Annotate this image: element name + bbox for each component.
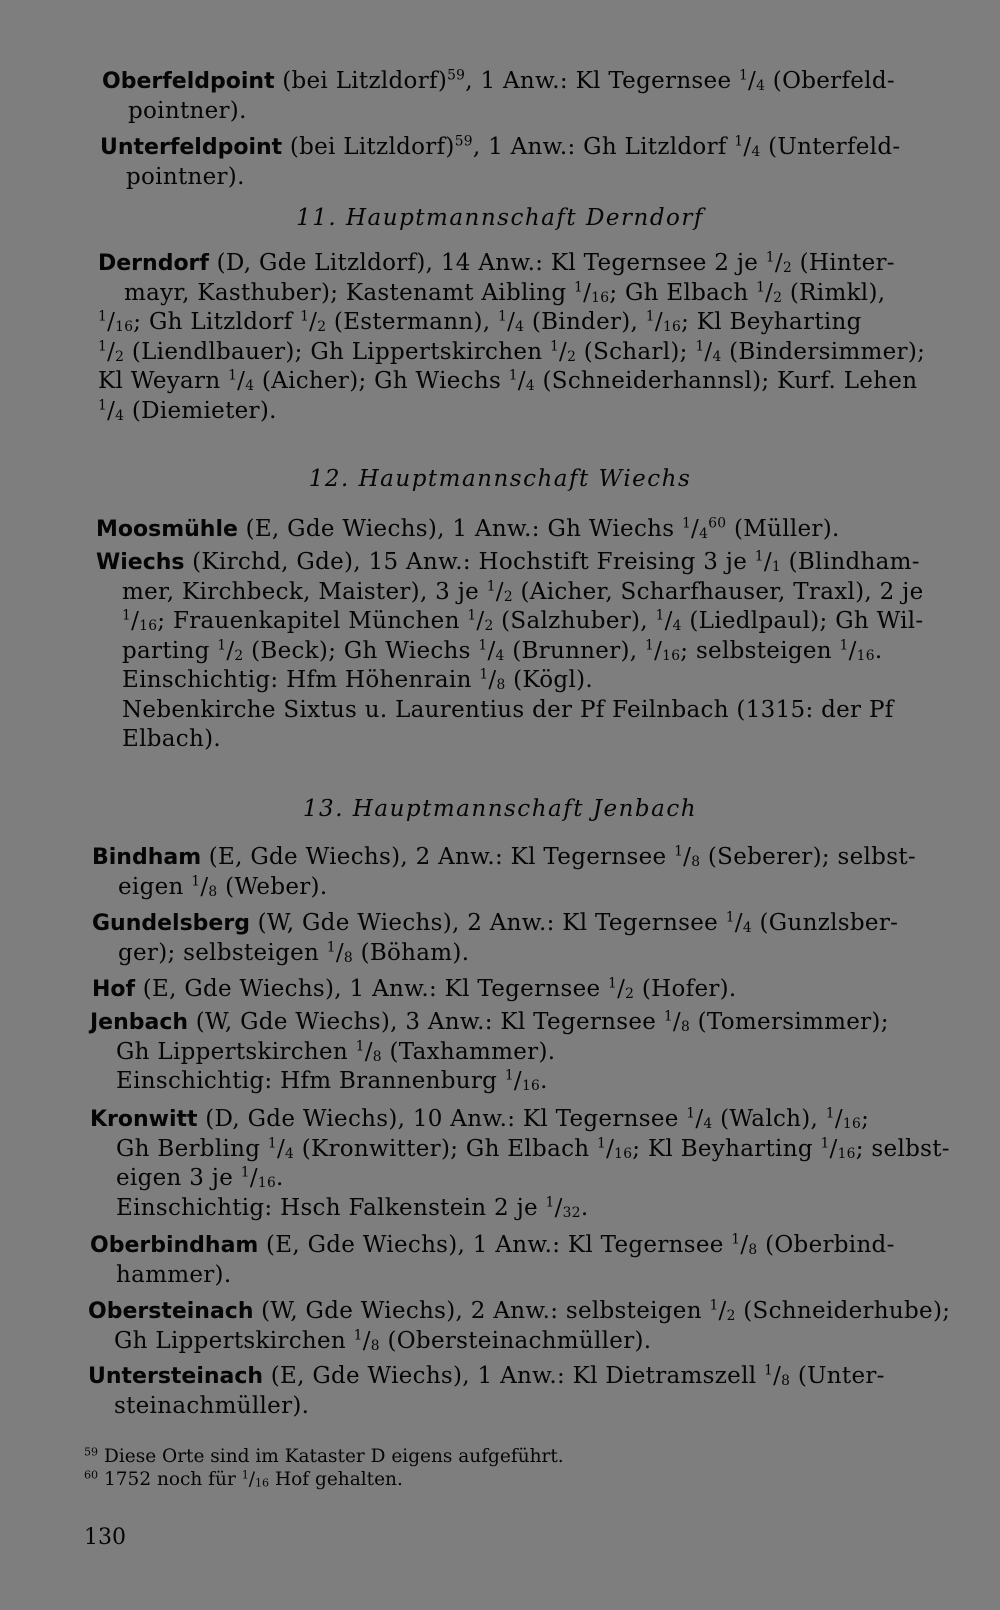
entry-line: Gh Lippertskirchen $^1/_8$ (Obersteinachmüller). [114,1327,652,1354]
entry-line: (bei Litzldorf)$^{59}$, 1 Anw.: Kl Tegernsee $^1/_4$ (Oberfeld- [282,67,895,95]
entry-line: (E, Gde Wiechs), 2 Anw.: Kl Tegernsee $^1/_8$ (Seberer); selbst- [208,843,916,871]
entry-headword: Obersteinach [88,1299,254,1324]
entry-jenbach [0,1008,1000,1097]
entry-line: (E, Gde Wiechs), 1 Anw.: Kl Tegernsee $^1/_2$ (Hofer). [142,975,737,1003]
entry-line: $^1/_2$ (Liendlbauer); Gh Lippertskirchen $^1/_2$ (Scharl); $^1/_4$ (Bindersimmer); [98,338,926,365]
entry-line: (Kirchd, Gde), 15 Anw.: Hochstift Freising 3 je $^1/_1$ (Blindham- [192,548,920,576]
entry-gundelsberg [0,909,1000,968]
page-number: 130 [84,1525,126,1550]
entry-hof [0,975,1000,1005]
entry-headword: Jenbach [90,1010,189,1035]
entry-headword: Kronwitt [90,1107,198,1132]
entry-line: Einschichtig: Hfm Höhenrain $^1/_8$ (Kögl). [122,666,593,694]
section-heading: 13. Hauptmannschaft Jenbach [302,796,698,822]
footnote-mark: 59 [84,1445,99,1459]
entry-line: (E, Gde Wiechs), 1 Anw.: Kl Tegernsee $^1/_8$ (Oberbind- [265,1231,895,1259]
entry-headword: Oberfeldpoint [102,69,275,94]
entry-line: Nebenkirche Sixtus u. Laurentius der Pf Feilnbach (1315: der Pf [122,696,894,723]
entry-headword: Unterfeldpoint [100,135,283,160]
entry-obersteinach [0,1297,1000,1356]
entry-line: mayr, Kasthuber); Kastenamt Aibling $^1/_{16}$; Gh Elbach $^1/_2$ (Rimkl), [124,279,886,306]
entry-moosmuehle [0,515,1000,545]
entry-headword: Hof [92,977,136,1002]
entry-untersteinach [0,1362,1000,1421]
entry-headword: Moosmühle [96,517,238,542]
entry-line: hammer). [116,1261,232,1288]
entry-line: (W, Gde Wiechs), 2 Anw.: selbsteigen $^1/_2$ (Schneiderhube); [261,1297,951,1325]
entry-unterfeldpoint [0,133,1000,192]
entry-wiechs [0,548,1000,755]
entry-oberbindham [0,1231,1000,1290]
entry-line: steinachmüller). [114,1392,310,1419]
entry-line: mer, Kirchbeck, Maister), 3 je $^1/_2$ (Aicher, Scharfhauser, Traxl), 2 je [122,578,924,605]
entry-line: (E, Gde Wiechs), 1 Anw.: Gh Wiechs $^1/_4^{60}$ (Müller). [245,515,840,543]
entry-line: $^1/_{16}$; Gh Litzldorf $^1/_2$ (Estermann), $^1/_4$ (Binder), $^1/_{16}$; Kl Beyharting [98,308,862,336]
entry-line: ger); selbsteigen $^1/_8$ (Böham). [118,939,470,966]
entry-line: $^1/_{16}$; Frauenkapitel München $^1/_2$ (Salzhuber), $^1/_4$ (Liedlpaul); Gh Wil- [122,607,924,635]
entry-line: (W, Gde Wiechs), 2 Anw.: Kl Tegernsee $^1/_4$ (Gunzlsber- [257,909,899,937]
section-heading: 11. Hauptmannschaft Derndorf [296,205,704,231]
footnote-60 [84,1468,403,1492]
entry-line: $^1/_4$ (Diemieter). [98,397,277,424]
entry-line: Einschichtig: Hfm Brannenburg $^1/_{16}$. [116,1067,548,1095]
entry-line: parting $^1/_2$ (Beck); Gh Wiechs $^1/_4$ (Brunner), $^1/_{16}$; selbsteigen $^1/_{16}$. [122,637,883,664]
entry-derndorf [0,249,1000,426]
footnote-text: Diese Orte sind im Kataster D eigens aufgeführt. [104,1446,564,1467]
entry-line: Einschichtig: Hsch Falkenstein 2 je $^1/_{32}$. [116,1194,589,1221]
entry-headword: Gundelsberg [92,911,250,936]
footnote-mark: 60 [84,1468,99,1482]
entry-line: (E, Gde Wiechs), 1 Anw.: Kl Dietramszell $^1/_8$ (Unter- [270,1362,885,1390]
entry-oberfeldpoint [0,67,1000,126]
entry-line: (D, Gde Wiechs), 10 Anw.: Kl Tegernsee $^1/_4$ (Walch), $^1/_{16}$; [205,1105,870,1133]
entry-line: Elbach). [122,726,221,752]
entry-headword: Untersteinach [88,1364,264,1389]
entry-kronwitt [0,1105,1000,1223]
entry-headword: Bindham [92,845,202,870]
entry-headword: Derndorf [98,251,209,276]
entry-line: pointner). [126,163,245,190]
footnote-59 [84,1445,564,1469]
entry-line: (bei Litzldorf)$^{59}$, 1 Anw.: Gh Litzldorf $^1/_4$ (Unterfeld- [289,133,901,161]
entry-bindham [0,843,1000,902]
footnote-text: 1752 noch für $^1/_{16}$ Hof gehalten. [104,1468,403,1490]
entry-line: eigen 3 je $^1/_{16}$. [116,1164,284,1192]
entry-line: pointner). [128,97,247,124]
entry-line: (W, Gde Wiechs), 3 Anw.: Kl Tegernsee $^1/_8$ (Tomersimmer); [195,1008,889,1036]
entry-headword: Wiechs [96,550,185,575]
entry-line: eigen $^1/_8$ (Weber). [118,873,328,900]
section-heading: 12. Hauptmannschaft Wiechs [308,466,692,492]
entry-headword: Oberbindham [90,1233,259,1258]
entry-line: Gh Berbling $^1/_4$ (Kronwitter); Gh Elbach $^1/_{16}$; Kl Beyharting $^1/_{16}$; selbst- [116,1135,950,1162]
entry-line: Kl Weyarn $^1/_4$ (Aicher); Gh Wiechs $^1/_4$ (Schneiderhannsl); Kurf. Lehen [98,367,918,395]
entry-line: Gh Lippertskirchen $^1/_8$ (Taxhammer). [116,1038,556,1065]
entry-line: (D, Gde Litzldorf), 14 Anw.: Kl Tegernsee 2 je $^1/_2$ (Hinter- [216,249,895,277]
